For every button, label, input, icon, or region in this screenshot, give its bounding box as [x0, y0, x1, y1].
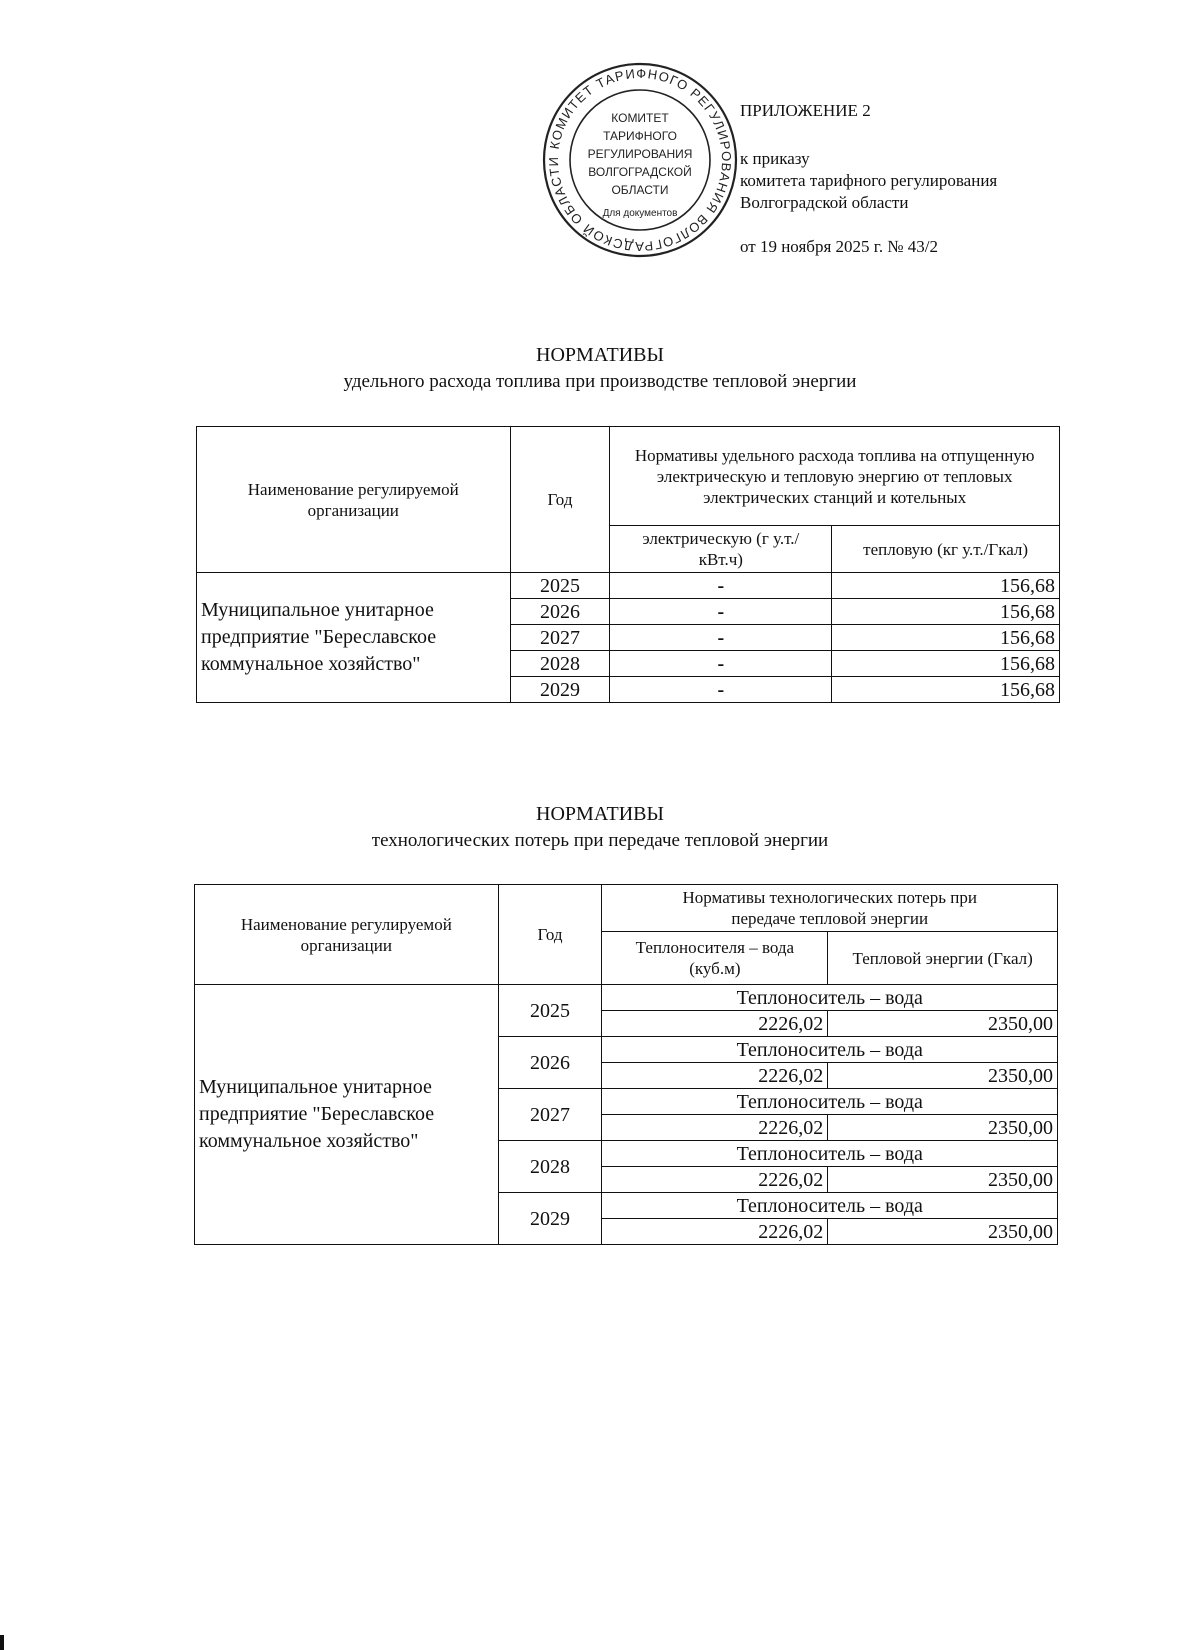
region-name: Волгоградской области [740, 193, 909, 212]
table-row [195, 985, 1058, 1011]
svg-text:ОБЛАСТИ: ОБЛАСТИ [611, 183, 669, 197]
svg-text:РЕГУЛИРОВАНИЯ: РЕГУЛИРОВАНИЯ [587, 147, 693, 161]
fuel-year: 2025 [510, 573, 610, 599]
fuel-year: 2028 [510, 651, 610, 677]
scan-edge-mark [0, 1635, 4, 1650]
losses-org-name: Муниципальное унитарное предприятие "Береславское коммунальное хозяйство" [195, 985, 499, 1245]
fuel-year: 2026 [510, 599, 610, 625]
fuel-thermal-value: 156,68 [832, 677, 1060, 703]
svg-text:КОМИТЕТ ТАРИФНОГО РЕГУЛИРОВАНИ: КОМИТЕТ ТАРИФНОГО РЕГУЛИРОВАНИЯ ВОЛГОГРАДСКОЙ ОБЛАСТИ [545, 65, 735, 255]
losses-heat-value: 2350,00 [828, 1115, 1058, 1141]
appendix-number: ПРИЛОЖЕНИЕ 2 [740, 101, 871, 120]
fuel-col-thermal: тепловую (кг у.т./Гкал) [832, 526, 1060, 573]
losses-section-subtitle: технологических потерь при передаче тепловой энергии [371, 830, 829, 851]
committee-seal [540, 60, 740, 260]
losses-year: 2027 [498, 1089, 602, 1141]
fuel-thermal-value: 156,68 [832, 651, 1060, 677]
fuel-electric-value: - [610, 573, 832, 599]
losses-year: 2026 [498, 1037, 602, 1089]
losses-col-year: Год [498, 885, 602, 985]
fuel-thermal-value: 156,68 [832, 573, 1060, 599]
table-row [197, 573, 1060, 599]
losses-carrier-label: Теплоноситель – вода [602, 1193, 1058, 1219]
losses-heat-value: 2350,00 [828, 1219, 1058, 1245]
fuel-norms-table [196, 426, 1060, 703]
losses-carrier-label: Теплоноситель – вода [602, 1037, 1058, 1063]
fuel-col-year: Год [510, 427, 610, 573]
fuel-section-title: НОРМАТИВЫ [536, 344, 664, 366]
fuel-section-subtitle: удельного расхода топлива при производстве тепловой энергии [343, 371, 857, 392]
fuel-col-norms: Нормативы удельного расхода топлива на отпущенную электрическую и тепловую энергию от тепловых электрических станций и котельных [610, 427, 1060, 526]
fuel-year: 2029 [510, 677, 610, 703]
appendix-header [740, 100, 1180, 258]
fuel-electric-value: - [610, 651, 832, 677]
svg-text:ТАРИФНОГО: ТАРИФНОГО [603, 129, 677, 143]
losses-norms-table [194, 884, 1058, 1245]
losses-carrier-value: 2226,02 [602, 1219, 828, 1245]
losses-carrier-label: Теплоноситель – вода [602, 985, 1058, 1011]
fuel-thermal-value: 156,68 [832, 625, 1060, 651]
fuel-thermal-value: 156,68 [832, 599, 1060, 625]
losses-year: 2028 [498, 1141, 602, 1193]
losses-carrier-value: 2226,02 [602, 1115, 828, 1141]
losses-year: 2025 [498, 985, 602, 1037]
losses-col-norms: Нормативы технологических потерь при передаче тепловой энергии [602, 885, 1058, 932]
fuel-col-electric: электрическую (г у.т./кВт.ч) [610, 526, 832, 573]
fuel-electric-value: - [610, 625, 832, 651]
losses-section-title: НОРМАТИВЫ [536, 803, 664, 825]
losses-heat-value: 2350,00 [828, 1167, 1058, 1193]
fuel-electric-value: - [610, 599, 832, 625]
losses-carrier-label: Теплоноситель – вода [602, 1141, 1058, 1167]
losses-heat-value: 2350,00 [828, 1011, 1058, 1037]
fuel-year: 2027 [510, 625, 610, 651]
losses-carrier-value: 2226,02 [602, 1011, 828, 1037]
losses-carrier-value: 2226,02 [602, 1167, 828, 1193]
svg-text:КОМИТЕТ: КОМИТЕТ [611, 111, 669, 125]
losses-col-heat: Тепловой энергии (Гкал) [828, 932, 1058, 985]
order-date-number: от 19 ноября 2025 г. № 43/2 [740, 237, 939, 256]
fuel-col-org: Наименование регулируемой организации [197, 427, 511, 573]
losses-col-carrier: Теплоносителя – вода (куб.м) [602, 932, 828, 985]
losses-heat-value: 2350,00 [828, 1063, 1058, 1089]
losses-carrier-value: 2226,02 [602, 1063, 828, 1089]
to-order-label: к приказу [740, 149, 810, 168]
svg-text:ВОЛГОГРАДСКОЙ: ВОЛГОГРАДСКОЙ [588, 165, 692, 179]
svg-text:Для документов: Для документов [602, 208, 678, 219]
losses-col-org: Наименование регулируемой организации [195, 885, 499, 985]
fuel-electric-value: - [610, 677, 832, 703]
committee-name: комитета тарифного регулирования [740, 171, 998, 190]
losses-year: 2029 [498, 1193, 602, 1245]
fuel-org-name: Муниципальное унитарное предприятие "Береславское коммунальное хозяйство" [197, 573, 511, 703]
losses-carrier-label: Теплоноситель – вода [602, 1089, 1058, 1115]
